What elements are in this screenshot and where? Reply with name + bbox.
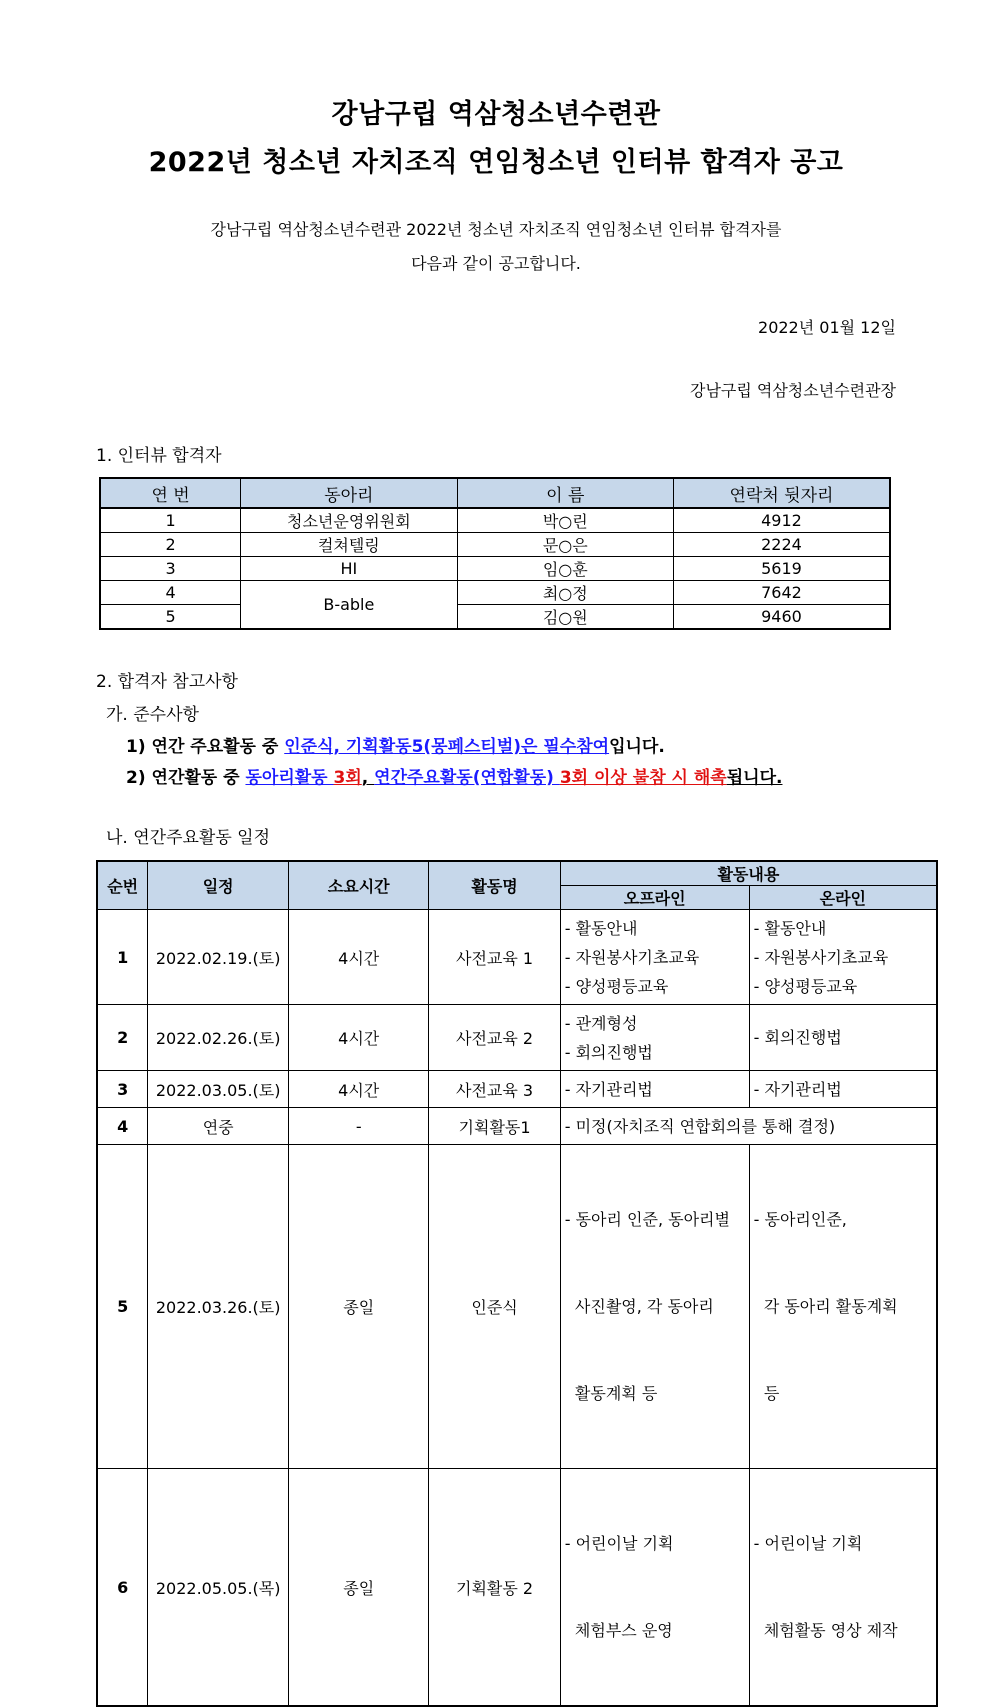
table-row bbox=[97, 910, 937, 1005]
cell-online bbox=[749, 1005, 937, 1071]
title-line-1: 강남구립 역삼청소년수련관 bbox=[331, 99, 661, 130]
list-item: 사진촬영, 각 동아리 bbox=[564, 1297, 714, 1316]
issuer: 강남구립 역삼청소년수련관장 bbox=[689, 381, 896, 400]
cell-no: 1 bbox=[100, 508, 241, 533]
list-item: - 어린이날 기획 bbox=[753, 1534, 863, 1553]
cell-offline bbox=[560, 1469, 749, 1707]
title-line-2: 2022년 청소년 자치조직 연임청소년 인터뷰 합격자 공고 bbox=[148, 147, 844, 178]
cell-phone: 9460 bbox=[673, 605, 890, 630]
section1-heading: 1. 인터뷰 합격자 bbox=[96, 446, 222, 466]
cell-order: 5 bbox=[97, 1145, 148, 1469]
schedule-table bbox=[96, 860, 938, 1707]
list-item: - 관계형성 bbox=[564, 1013, 638, 1033]
cell-offline bbox=[560, 910, 749, 1005]
table-row bbox=[100, 557, 890, 581]
rule-2-count-1: 3회 bbox=[333, 768, 362, 788]
cell-order: 6 bbox=[97, 1469, 148, 1707]
cell-name: 문○은 bbox=[457, 533, 673, 557]
subsection-a: 가. 준수사항 bbox=[106, 705, 199, 725]
cell-no: 3 bbox=[100, 557, 241, 581]
table-row bbox=[97, 1469, 937, 1707]
rule-2-prefix: 2) 연간활동 중 bbox=[126, 768, 246, 788]
cell-no: 2 bbox=[100, 533, 241, 557]
rule-1-suffix: 입니다. bbox=[609, 737, 665, 757]
rule-2-highlight-2: 연간주요활동(연합활동) bbox=[374, 768, 560, 788]
cell-content-merged: - 미정(자치조직 연합회의를 통해 결정) bbox=[560, 1108, 937, 1145]
cell-phone: 5619 bbox=[673, 557, 890, 581]
cell-club: B-able bbox=[241, 581, 457, 630]
cell-online bbox=[749, 1071, 937, 1108]
rule-2 bbox=[126, 763, 782, 788]
table-row bbox=[100, 605, 890, 630]
cell-name: 최○정 bbox=[457, 581, 673, 605]
cell-duration: 종일 bbox=[289, 1145, 429, 1469]
cell-date: 2022.02.19.(토) bbox=[148, 910, 289, 1005]
cell-order: 3 bbox=[97, 1071, 148, 1108]
header-online: 온라인 bbox=[749, 886, 937, 910]
section2-heading: 2. 합격자 참고사항 bbox=[96, 672, 238, 692]
cell-phone: 2224 bbox=[673, 533, 890, 557]
passers-table bbox=[99, 477, 891, 630]
cell-activity: 기획활동1 bbox=[429, 1108, 560, 1145]
cell-name: 임○훈 bbox=[457, 557, 673, 581]
list-item: 등 bbox=[753, 1384, 780, 1403]
cell-date: 2022.02.26.(토) bbox=[148, 1005, 289, 1071]
cell-duration: 4시간 bbox=[289, 910, 429, 1005]
rule-2-highlight-1: 동아리활동 bbox=[245, 768, 334, 788]
table-row bbox=[100, 508, 890, 533]
header-club: 동아리 bbox=[241, 478, 457, 508]
list-item: - 양성평등교육 bbox=[564, 976, 669, 996]
list-item: - 자원봉사기초교육 bbox=[753, 947, 889, 967]
cell-activity: 인준식 bbox=[429, 1145, 560, 1469]
rule-2-count-2: 3회 이상 불참 시 해촉 bbox=[559, 768, 727, 788]
list-item: - 어린이날 기획 bbox=[564, 1534, 674, 1553]
cell-club: 청소년운영위원회 bbox=[241, 508, 457, 533]
intro-line-1: 강남구립 역삼청소년수련관 2022년 청소년 자치조직 연임청소년 인터뷰 합격자를 bbox=[210, 220, 782, 239]
cell-phone: 7642 bbox=[673, 581, 890, 605]
header-no: 연 번 bbox=[100, 478, 241, 508]
cell-order: 4 bbox=[97, 1108, 148, 1145]
cell-name: 김○원 bbox=[457, 605, 673, 630]
list-item: 각 동아리 활동계획 bbox=[753, 1297, 898, 1316]
cell-no: 4 bbox=[100, 581, 241, 605]
table-row bbox=[100, 581, 890, 605]
rule-1 bbox=[126, 732, 665, 757]
cell-date: 연중 bbox=[148, 1108, 289, 1145]
header-phone: 연락처 뒷자리 bbox=[673, 478, 890, 508]
table-row bbox=[97, 1005, 937, 1071]
header-date: 일정 bbox=[148, 861, 289, 910]
cell-order: 2 bbox=[97, 1005, 148, 1071]
cell-offline bbox=[560, 1145, 749, 1469]
header-name: 이 름 bbox=[457, 478, 673, 508]
cell-date: 2022.05.05.(목) bbox=[148, 1469, 289, 1707]
list-item: - 자기관리법 bbox=[564, 1079, 653, 1099]
table-row bbox=[100, 533, 890, 557]
announcement-date: 2022년 01월 12일 bbox=[758, 318, 896, 337]
table-row bbox=[97, 1108, 937, 1145]
cell-activity: 사전교육 3 bbox=[429, 1071, 560, 1108]
cell-phone: 4912 bbox=[673, 508, 890, 533]
rule-2-suffix: 됩니다. bbox=[726, 768, 783, 788]
list-item: 체험활동 영상 제작 bbox=[753, 1621, 898, 1640]
cell-offline bbox=[560, 1005, 749, 1071]
cell-activity: 기획활동 2 bbox=[429, 1469, 560, 1707]
cell-duration: - bbox=[289, 1108, 429, 1145]
header-offline: 오프라인 bbox=[560, 886, 749, 910]
cell-online bbox=[749, 1469, 937, 1707]
cell-online bbox=[749, 910, 937, 1005]
header-activity: 활동명 bbox=[429, 861, 560, 910]
list-item: 체험부스 운영 bbox=[564, 1621, 673, 1640]
cell-date: 2022.03.05.(토) bbox=[148, 1071, 289, 1108]
list-item: - 회의진행법 bbox=[564, 1042, 653, 1062]
list-item: - 양성평등교육 bbox=[753, 976, 858, 996]
list-item: - 동아리인준, bbox=[753, 1210, 847, 1229]
list-item: - 활동안내 bbox=[753, 918, 827, 938]
rule-2-sep: , bbox=[361, 768, 375, 788]
rule-1-prefix: 1) 연간 주요활동 중 bbox=[126, 737, 285, 757]
header-duration: 소요시간 bbox=[289, 861, 429, 910]
cell-online bbox=[749, 1145, 937, 1469]
table-row bbox=[97, 1145, 937, 1469]
list-item: - 자원봉사기초교육 bbox=[564, 947, 700, 967]
cell-club: 컬쳐텔링 bbox=[241, 533, 457, 557]
list-item: 활동계획 등 bbox=[564, 1384, 658, 1403]
rule-1-highlight: 인준식, 기획활동5(몽페스티벌)은 필수참여 bbox=[284, 737, 610, 757]
cell-activity: 사전교육 1 bbox=[429, 910, 560, 1005]
subsection-b: 나. 연간주요활동 일정 bbox=[106, 828, 271, 848]
cell-duration: 4시간 bbox=[289, 1005, 429, 1071]
cell-offline bbox=[560, 1071, 749, 1108]
header-content: 활동내용 bbox=[560, 861, 937, 886]
list-item: - 활동안내 bbox=[564, 918, 638, 938]
header-order: 순번 bbox=[97, 861, 148, 910]
list-item: - 자기관리법 bbox=[753, 1079, 842, 1099]
cell-club: HI bbox=[241, 557, 457, 581]
cell-order: 1 bbox=[97, 910, 148, 1005]
list-item: - 회의진행법 bbox=[753, 1028, 842, 1047]
cell-activity: 사전교육 2 bbox=[429, 1005, 560, 1071]
intro-line-2: 다음과 같이 공고합니다. bbox=[411, 254, 581, 273]
cell-no: 5 bbox=[100, 605, 241, 630]
list-item: - 동아리 인준, 동아리별 bbox=[564, 1210, 730, 1229]
table-row bbox=[97, 1071, 937, 1108]
cell-date: 2022.03.26.(토) bbox=[148, 1145, 289, 1469]
cell-name: 박○린 bbox=[457, 508, 673, 533]
cell-duration: 4시간 bbox=[289, 1071, 429, 1108]
cell-duration: 종일 bbox=[289, 1469, 429, 1707]
